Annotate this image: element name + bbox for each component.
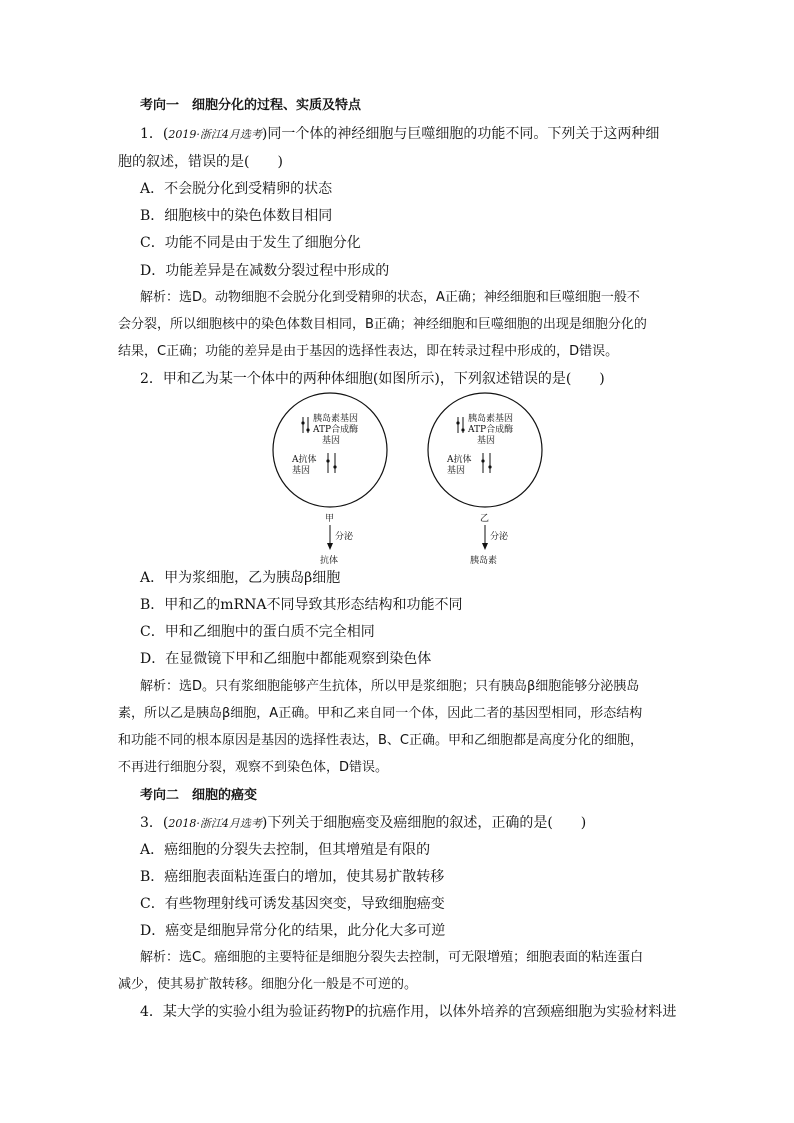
cell-left-product: 抗体 — [320, 556, 339, 566]
q1-stem-line1: 1．(2019·浙江4月选考)同一个体的神经细胞与巨噬细胞的功能不同。下列关于这两种细 — [140, 126, 660, 142]
q1-analysis-line3: 结果，C正确；功能的差异是由于基因的选择性表达，即在转录过程中形成的，D错误。 — [118, 344, 619, 359]
gene-dot — [481, 459, 484, 462]
q2-option-b: B．甲和乙的mRNA不同导致其形态结构和功能不同 — [140, 597, 463, 613]
q2-analysis-line2: 素，所以乙是胰岛β细胞，A正确。甲和乙来自同一个体，因此二者的基因型相同，形态结构 — [118, 706, 643, 721]
antibody-gene-label-1: A抗体 — [292, 455, 317, 465]
arrow-head — [327, 543, 333, 550]
gene-dot — [306, 428, 309, 431]
q1-option-a: A．不会脱分化到受精卵的状态 — [140, 181, 333, 197]
q2-option-d: D．在显微镜下甲和乙细胞中都能观察到染色体 — [140, 651, 432, 667]
q1-option-b: B．细胞核中的染色体数目相同 — [140, 208, 333, 224]
q3-option-c: C．有些物理射线可诱发基因突变，导致细胞癌变 — [140, 896, 445, 912]
antibody-gene-label-2: 基因 — [447, 466, 466, 476]
q2-analysis-line4: 不再进行细胞分裂，观察不到染色体，D错误。 — [118, 760, 389, 775]
q2-option-c: C．甲和乙细胞中的蛋白质不完全相同 — [140, 624, 375, 640]
q3-option-d: D．癌变是细胞异常分化的结果，此分化大多可逆 — [140, 923, 446, 939]
atp-gene-label-1: ATP合成酶 — [468, 425, 514, 435]
insulin-gene-label: 胰岛素基因 — [313, 414, 359, 424]
atp-gene-label-1: ATP合成酶 — [313, 425, 359, 435]
q2-analysis-line3: 和功能不同的根本原因是基因的选择性表达，B、C正确。甲和乙细胞都是高度分化的细胞， — [118, 733, 643, 748]
q1-analysis-line2: 会分裂，所以细胞核中的染色体数目相同，B正确；神经细胞和巨噬细胞的出现是细胞分化的 — [118, 317, 647, 332]
cell-left-name: 甲 — [325, 514, 335, 524]
q3-option-a: A．癌细胞的分裂失去控制，但其增殖是有限的 — [140, 842, 431, 858]
gene-dot — [326, 459, 329, 462]
q2-option-a: A．甲为浆细胞，乙为胰岛β细胞 — [140, 570, 341, 586]
q1-analysis-line1: 解析：选D。动物细胞不会脱分化到受精卵的状态，A正确；神经细胞和巨噬细胞一般不 — [140, 290, 640, 305]
q2-stem: 2．甲和乙为某一个体中的两种体细胞(如图所示)，下列叙述错误的是( ) — [140, 371, 605, 387]
gene-dot — [461, 428, 464, 431]
q3-analysis-line2: 减少，使其易扩散转移。细胞分化一般是不可逆的。 — [118, 977, 418, 992]
q1-option-d: D．功能差异是在减数分裂过程中形成的 — [140, 263, 390, 279]
cell-right-circle — [428, 393, 542, 507]
cell-right-name: 乙 — [480, 514, 490, 524]
q1-source: 2019·浙江4月选考 — [168, 128, 262, 141]
q1-option-c: C．功能不同是由于发生了细胞分化 — [140, 235, 361, 251]
cell-right-secrete: 分泌 — [490, 532, 509, 542]
q1-stem-line2: 胞的叙述，错误的是( ) — [118, 154, 283, 170]
section2-heading: 考向二 细胞的癌变 — [140, 788, 258, 803]
cell-left-secrete: 分泌 — [335, 532, 354, 542]
arrow-head — [482, 543, 488, 550]
cell-right-product: 胰岛素 — [470, 556, 498, 566]
cell-left-circle — [273, 393, 387, 507]
cell-diagram — [270, 385, 550, 570]
gene-dot — [456, 421, 459, 424]
gene-dot — [333, 465, 336, 468]
antibody-gene-label-1: A抗体 — [447, 455, 472, 465]
gene-dot — [301, 421, 304, 424]
gene-dot — [488, 465, 491, 468]
atp-gene-label-2: 基因 — [322, 436, 341, 446]
q3-analysis-line1: 解析：选C。癌细胞的主要特征是细胞分裂失去控制，可无限增殖；细胞表面的粘连蛋白 — [140, 950, 644, 965]
atp-gene-label-2: 基因 — [477, 436, 496, 446]
q4-stem-line1: 4．某大学的实验小组为验证药物P的抗癌作用，以体外培养的宫颈癌细胞为实验材料进 — [140, 1004, 677, 1020]
q3-stem: 3．(2018·浙江4月选考)下列关于细胞癌变及癌细胞的叙述，正确的是( ) — [140, 815, 587, 831]
q3-option-b: B．癌细胞表面粘连蛋白的增加，使其易扩散转移 — [140, 869, 445, 885]
antibody-gene-label-2: 基因 — [292, 466, 311, 476]
q3-source: 2018·浙江4月选考 — [168, 817, 262, 830]
section1-heading: 考向一 细胞分化的过程、实质及特点 — [140, 98, 362, 113]
q2-analysis-line1: 解析：选D。只有浆细胞能够产生抗体，所以甲是浆细胞；只有胰岛β细胞能够分泌胰岛 — [140, 679, 640, 694]
insulin-gene-label: 胰岛素基因 — [468, 414, 514, 424]
